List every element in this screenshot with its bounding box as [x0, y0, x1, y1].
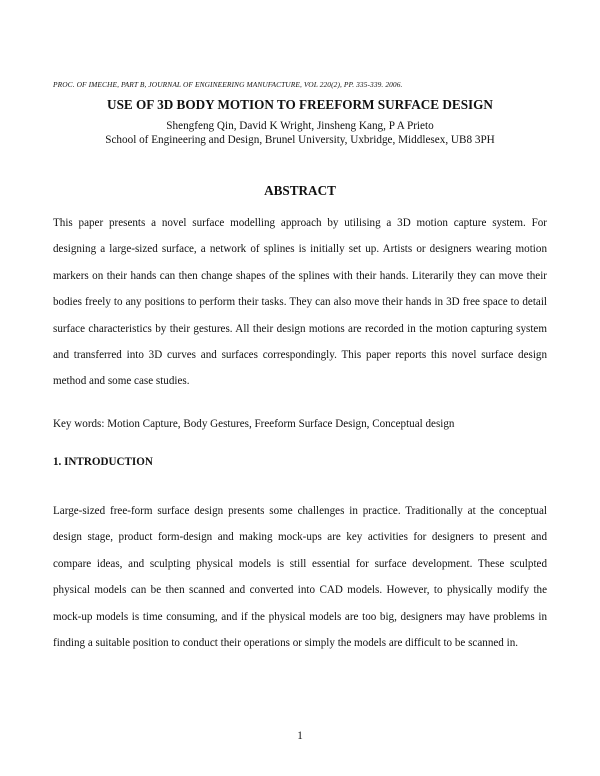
abstract-text: This paper presents a novel surface modelling approach by utilising a 3D motion capture system. For designing a large-sized surface, a network of splines is initially set up. Artists or designers wearing motion markers on their hands can then change shapes of the splines with their hands. Literarily they can move their bodies freely to any positions to perform their tasks. They can also move their hands in 3D free space to detail surface characteristics by their gestures. All their design motions are recorded in the motion capturing system and transferred into 3D curves and surfaces correspondingly. This paper reports this novel surface design method and some case studies.	[53, 217, 547, 388]
keywords-line: Key words: Motion Capture, Body Gestures, Freeform Surface Design, Conceptual design	[53, 418, 455, 430]
citation-header: PROC. OF IMECHE, PART B, JOURNAL OF ENGINEERING MANUFACTURE, VOL 220(2), PP. 335-339. 2006.	[53, 80, 403, 89]
author-affiliation: School of Engineering and Design, Brunel University, Uxbridge, Middlesex, UB8 3PH	[105, 134, 495, 146]
author-list: Shengfeng Qin, David K Wright, Jinsheng Kang, P A Prieto	[166, 120, 434, 132]
introduction-text: Large-sized free-form surface design presents some challenges in practice. Traditionally at the conceptual design stage, product form-design and making mock-ups are key activities for designers to present and compare ideas, and sculpting physical models is still essential for surface development. These sculpted physical models can be then scanned and converted into CAD models. However, to physically modify the mock-up models is time consuming, and if the physical models are too big, designers may have problems in finding a suitable position to conduct their operations or simply the models are difficult to be scanned in.	[53, 505, 547, 650]
paper-title: USE OF 3D BODY MOTION TO FREEFORM SURFACE DESIGN	[107, 97, 493, 112]
introduction-heading: 1. INTRODUCTION	[53, 456, 153, 468]
page-number: 1	[297, 730, 303, 742]
abstract-heading: ABSTRACT	[264, 183, 336, 198]
